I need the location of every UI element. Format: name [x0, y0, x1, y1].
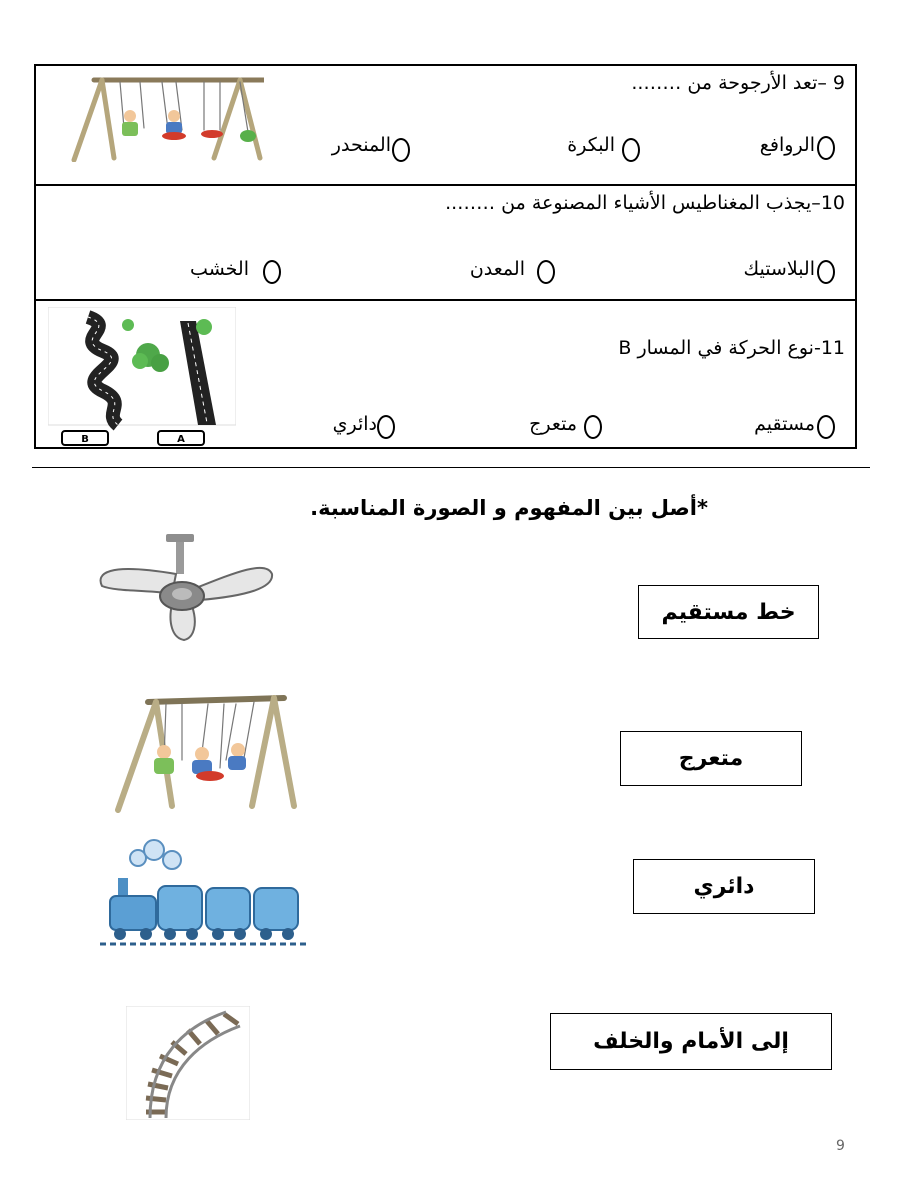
term-straight-line: خط مستقيم: [638, 585, 819, 639]
question-10-option-3-label: الخشب: [190, 258, 249, 280]
matching-instruction: *أصل بين المفهوم و الصورة المناسبة.: [310, 496, 708, 520]
question-11-option-2-radio[interactable]: [584, 415, 602, 439]
term-back-and-forth: إلى الأمام والخلف: [550, 1013, 832, 1070]
question-9-option-3-radio[interactable]: [392, 138, 410, 162]
road-paths-image: [48, 307, 236, 447]
question-10-option-2-label: المعدن: [469, 258, 525, 280]
term-circular: دائري: [633, 859, 815, 914]
question-11-option-1-radio[interactable]: [817, 415, 835, 439]
question-11-option-3-radio[interactable]: [377, 415, 395, 439]
ceiling-fan-image: [96, 532, 276, 642]
question-10-option-1-radio[interactable]: [817, 260, 835, 284]
road-label-a: A: [177, 434, 185, 445]
curved-railway-image: [126, 1006, 250, 1120]
question-9-text: 9 –تعد الأرجوحة من ……..: [631, 72, 845, 94]
question-10-text: 10–يجذب المغناطيس الأشياء المصنوعة من ……..: [445, 192, 845, 214]
term-zigzag: متعرج: [620, 731, 802, 786]
question-9-box: [34, 64, 857, 186]
question-9-option-1-label: الروافع: [759, 134, 815, 156]
road-label-b: B: [81, 434, 89, 445]
question-11-option-2-label: متعرج: [529, 413, 577, 435]
question-9-option-3-label: المنحدر: [331, 134, 391, 156]
question-10-box: [34, 184, 857, 301]
question-9-option-1-radio[interactable]: [817, 136, 835, 160]
swing-set-image: [64, 72, 264, 162]
question-11-option-3-label: دائري: [332, 413, 377, 435]
question-9-option-2-radio[interactable]: [622, 138, 640, 162]
question-11-option-1-label: مستقيم: [754, 413, 815, 435]
page-number: 9: [836, 1138, 845, 1154]
question-11-text: 11-نوع الحركة في المسار B: [618, 337, 845, 359]
toy-train-image: [96, 828, 312, 956]
swing-set-image-large: [104, 688, 299, 813]
question-11-box: [34, 299, 857, 449]
question-10-option-1-label: البلاستيك: [743, 258, 815, 280]
section-divider: [32, 467, 870, 468]
question-9-option-2-label: البكرة: [567, 134, 615, 156]
question-10-option-2-radio[interactable]: [537, 260, 555, 284]
question-10-option-3-radio[interactable]: [263, 260, 281, 284]
